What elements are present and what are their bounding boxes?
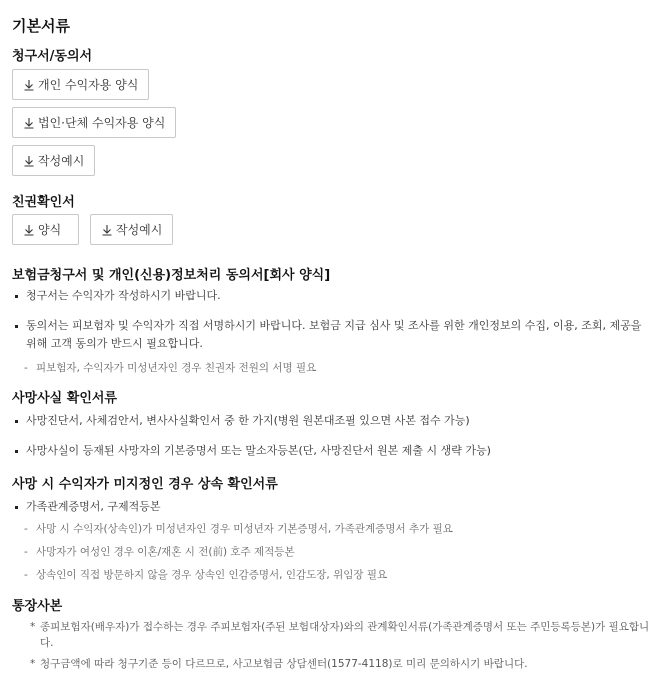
bank-copy-heading: 통장사본 [12,599,63,614]
insurance-claim-heading: 보험금청구서 및 개인(신용)정보처리 동의서[회사 양식] [12,268,331,283]
bullet-icon [15,325,18,328]
button-label: 작성예시 [38,154,85,168]
claim-form-heading: 청구서/동의서 [12,49,93,64]
download-relative-form-button[interactable] [12,214,79,245]
bullet-icon [15,450,18,453]
list-item: 가족관계증명서, 구제적등본 [12,498,652,516]
button-label: 개인 수익자용 양식 [38,78,139,92]
inheritance-note: - 상속인이 직접 방문하지 않을 경우 상속인 인감증명서, 인감도장, 위임장 필요 [24,569,388,581]
inheritance-heading: 사망 시 수익자가 미지정인 경우 상속 확인서류 [12,477,278,492]
button-label: 양식 [38,223,62,237]
death-confirm-heading: 사망사실 확인서류 [12,391,117,406]
button-label: 작성예시 [116,223,163,237]
bullet-icon [15,506,18,509]
minor-consent-note: - 피보험자, 수익자가 미성년자인 경우 친권자 전원의 서명 필요 [24,362,317,374]
inheritance-list [12,498,652,516]
download-individual-form-button[interactable] [12,69,149,100]
bullet-icon [15,295,18,298]
download-icon [101,224,113,236]
spouse-claim-note: * 종피보험자(배우자)가 접수하는 경우 주피보험자(주된 보험대상자)와의 관계확인서류(가족관계증명서 또는 주민등록등본)가 필요합니다. [30,621,650,649]
download-icon [23,117,35,129]
death-record-list [12,442,652,460]
page-title: 기본서류 [12,17,70,35]
inheritance-note: - 사망 시 수익자(상속인)가 미성년자인 경우 미성년자 기본증명서, 가족관계증명서 추가 필요 [24,523,453,535]
list-item: 사망사실이 등재된 사망자의 기본증명서 또는 말소자등본(단, 사망진단서 원본 제출 시 생략 가능) [12,442,652,460]
download-corporate-form-button[interactable] [12,107,176,138]
download-icon [23,224,35,236]
download-icon [23,79,35,91]
download-claim-example-button[interactable] [12,145,95,176]
death-confirm-list [12,412,652,430]
download-relative-example-button[interactable] [90,214,173,245]
inheritance-note: - 사망자가 여성인 경우 이혼/재혼 시 전(前) 호주 제적등본 [24,546,295,558]
list-item: 동의서는 피보험자 및 수익자가 직접 서명하시기 바랍니다. 보험금 지급 심사 및 조사를 위한 개인정보의 수집, 이용, 조회, 제공을 위해 고객 동의가 반드시 필요합니다. [12,317,652,353]
list-item: 청구서는 수익자가 작성하시기 바랍니다. [12,287,652,305]
insurance-consent-list [12,317,652,353]
bullet-icon [15,420,18,423]
list-item: 사망진단서, 사체검안서, 변사사실확인서 중 한 가지(병원 원본대조필 있으면 사본 접수 가능) [12,412,652,430]
button-label: 법인·단체 수익자용 양식 [38,116,166,130]
claim-inquiry-note: * 청구금액에 따라 청구기준 등이 다르므로, 사고보험금 상담센터(1577-4118)로 미리 문의하시기 바랍니다. [30,658,528,670]
download-icon [23,155,35,167]
insurance-claim-list [12,287,652,305]
relative-confirm-heading: 친권확인서 [12,195,75,210]
